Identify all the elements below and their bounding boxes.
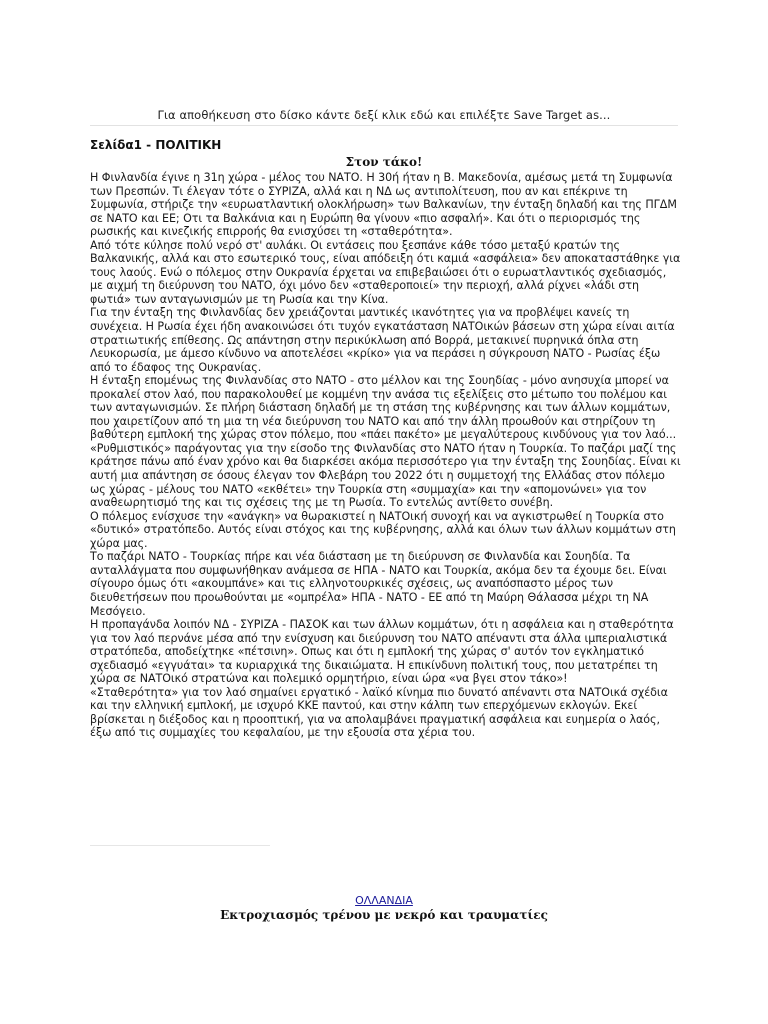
article-paragraph: Για την ένταξη της Φινλανδίας δεν χρειάζονται μαντικές ικανότητες για να προβλέψει κανείς τη συνέχεια. Η Ρωσία έχει ήδη ανακοινώσει ότι τυχόν εγκατάσταση ΝΑΤΟικών βάσεων στη χώρα είναι αιτία στρατιωτικής επίθεσης. Ως απάντηση στην περικύκλωση από Βορρά, μετακινεί πυρηνικά όπλα στη Λευκορωσία, με άμεσο κίνδυνο να αποτελέσει «κρίκο» για να περάσει η σύγκρουση ΝΑΤΟ - Ρωσίας έξω από το έδαφος της Ουκρανίας. bbox=[90, 306, 675, 374]
article-body bbox=[90, 171, 682, 740]
divider bbox=[90, 125, 678, 126]
article-paragraph: Το παζάρι ΝΑΤΟ - Τουρκίας πήρε και νέα διάσταση με τη διεύρυνση σε Φινλανδία και Σουηδία. Τα ανταλλάγματα που συμφωνήθηκαν ανάμεσα σε ΗΠΑ - ΝΑΤΟ και Τουρκία, ακόμα δεν τα έχουμε δει. Είναι σίγουρο όμως ότι «ακουμπάνε» και τις ελληνοτουρκικές σχέσεις, ως αναπόσπαστο μέρος των διευθετήσεων που προωθούνται με «ομπρέλα» ΗΠΑ - ΝΑΤΟ - ΕΕ από τη Μαύρη Θάλασσα μέχρι τη ΝΑ Μεσόγειο. bbox=[90, 550, 667, 618]
article-paragraph: Από τότε κύλησε πολύ νερό στ' αυλάκι. Οι εντάσεις που ξεσπάνε κάθε τόσο μεταξύ κρατών της Βαλκανικής, αλλά και στο εσωτερικό τους, είναι απόδειξη ότι καμιά «ασφάλεια» δεν αποκαταστάθηκε για τους λαούς. Ενώ ο πόλεμος στην Ουκρανία έρχεται να επιβεβαιώσει ότι ο ευρωατλαντικός σχεδιασμός, με αιχμή τη διεύρυνση του ΝΑΤΟ, όχι μόνο δεν «σταθεροποιεί» την περιοχή, αλλά ρίχνει «λάδι στη φωτιά» των ανταγωνισμών με τη Ρωσία και την Κίνα. bbox=[90, 238, 681, 306]
save-instruction-link[interactable]: Για αποθήκευση στο δίσκο κάντε δεξί κλικ εδώ και επιλέξτε Save Target as... bbox=[157, 108, 611, 122]
article-paragraph: Η Φινλανδία έγινε η 31η χώρα - μέλος του ΝΑΤΟ. Η 30ή ήταν η Β. Μακεδονία, αμέσως μετά τη Συμφωνία των Πρεσπών. Τι έλεγαν τότε ο ΣΥΡΙΖΑ, αλλά και η ΝΔ ως αντιπολίτευση, που αν και επέκρινε τη Συμφωνία, στήριζε την «ευρωατλαντική ολοκλήρωση» των Βαλκανίων, την ένταξη δηλαδή και της ΠΓΔΜ σε ΝΑΤΟ και ΕΕ; Οτι τα Βαλκάνια και η Ευρώπη θα γίνουν «πιο ασφαλή». Και ότι ο περιορισμός της ρωσικής και κινεζικής επιρροής θα ενισχύσει τη «σταθερότητα». bbox=[90, 171, 677, 239]
next-article-category-link[interactable]: ΟΛΛΑΝΔΙΑ bbox=[355, 894, 413, 907]
divider bbox=[90, 845, 270, 846]
article-paragraph: «Ρυθμιστικός» παράγοντας για την είσοδο της Φινλανδίας στο ΝΑΤΟ ήταν η Τουρκία. Το παζάρι μαζί της κράτησε πάνω από έναν χρόνο και θα διαρκέσει ακόμα περισσότερο για την ένταξη της Σουηδίας. Είναι κι αυτή μια απάντηση σε όσους έλεγαν τον Φλεβάρη του 2022 ότι η συμμετοχή της Ελλάδας στον πόλεμο ως χώρας - μέλους του ΝΑΤΟ «εκθέτει» την Τουρκία στη «συμμαχία» και την «απομονώνει» για τον αναθεωρητισμό της και τις σχέσεις της με τη Ρωσία. Το εντελώς αντίθετο συνέβη. bbox=[90, 441, 681, 510]
section-label: Σελίδα1 - ΠΟΛΙΤΙΚΗ bbox=[90, 138, 222, 152]
article-title: Στον τάκο! bbox=[345, 155, 423, 169]
article-paragraph: Η προπαγάνδα λοιπόν ΝΔ - ΣΥΡΙΖΑ - ΠΑΣΟΚ και των άλλων κομμάτων, ότι η ασφάλεια και η σταθερότητα για τον λαό περνάνε μέσα από την ενίσχυση και διεύρυνση του ΝΑΤΟ απέναντι στα άλλα ιμπεριαλιστικά στρατόπεδα, αποδείχτηκε «πέτσινη». Οπως και ότι η εμπλοκή της χώρας σ' αυτόν τον εγκληματικό σχεδιασμό «εγγυάται» τα κυριαρχικά της δικαιώματα. Η επικίνδυνη πολιτική τους, που μετατρέπει τη χώρα σε ΝΑΤΟικό στρατώνα και πολεμικό ορμητήριο, είναι ώρα «να βγει στον τάκο»! bbox=[90, 618, 674, 686]
article-paragraph: «Σταθερότητα» για τον λαό σημαίνει εργατικό - λαϊκό κίνημα πιο δυνατό απέναντι στα ΝΑΤΟικά σχέδια και την ελληνική εμπλοκή, με ισχυρό ΚΚΕ παντού, και στην κάλπη των επερχόμενων εκλογών. Εκεί βρίσκεται η διέξοδος και η προοπτική, για να απολαμβάνει πραγματική ασφάλεια και ευημερία ο λαός, έξω από τις συμμαχίες του κεφαλαίου, με την εξουσία στα χέρια του. bbox=[90, 685, 668, 740]
next-article-title: Εκτροχιασμός τρένου με νεκρό και τραυματίες bbox=[220, 908, 548, 922]
article-paragraph: Ο πόλεμος ενίσχυσε την «ανάγκη» να θωρακιστεί η ΝΑΤΟική συνοχή και να αγκιστρωθεί η Τουρκία στο «δυτικό» στρατόπεδο. Αυτός είναι στόχος και της κυβέρνησης, αλλά και όλων των άλλων κομμάτων στη χώρα μας. bbox=[90, 509, 676, 550]
article-paragraph: Η ένταξη επομένως της Φινλανδίας στο ΝΑΤΟ - στο μέλλον και της Σουηδίας - μόνο ανησυχία μπορεί να προκαλεί στον λαό, που παρακολουθεί με κομμένη την ανάσα τις εξελίξεις στο μέτωπο του πολέμου και των ανταγωνισμών. Σε πλήρη διάσταση δηλαδή με τη στάση της κυβέρνησης και των άλλων κομμάτων, που χαιρετίζουν από τη μια τη νέα διεύρυνση του ΝΑΤΟ και από την άλλη προωθούν και στηρίζουν τη βαθύτερη εμπλοκή της χώρας στον πόλεμο, που «πάει πακέτο» με μεγαλύτερους κινδύνους για τον λαό... bbox=[90, 374, 677, 442]
